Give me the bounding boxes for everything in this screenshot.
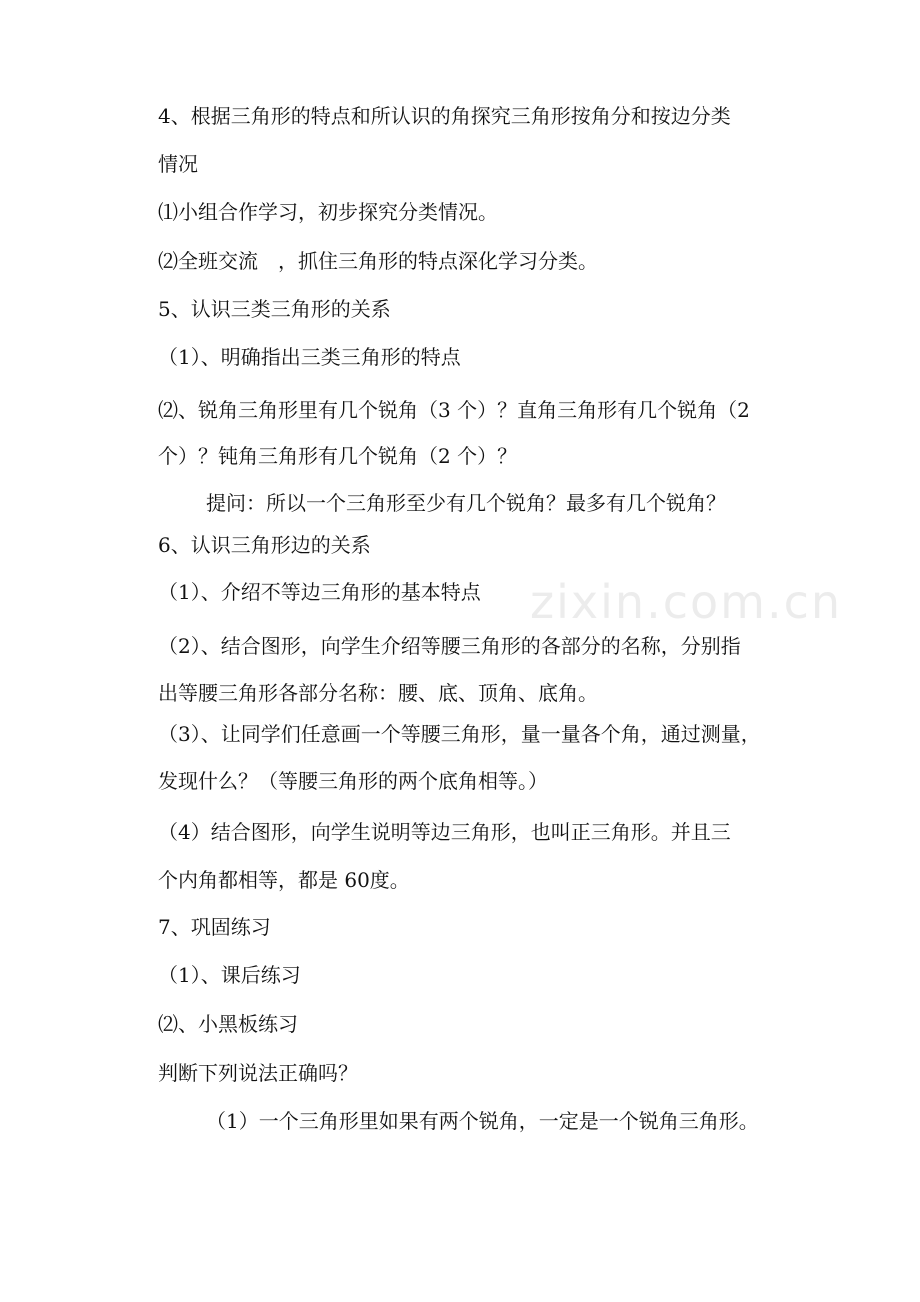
list-item: （1）、课后练习 xyxy=(158,963,301,987)
paragraph-line: 个内角都相等，都是 60度。 xyxy=(158,868,410,892)
list-item: （4）结合图形，向学生说明等边三角形，也叫正三角形。并且三 xyxy=(158,820,731,844)
list-item: ⑴小组合作学习，初步探究分类情况。 xyxy=(158,200,498,224)
exercise-item: （1）一个三角形里如果有两个锐角，一定是一个锐角三角形。 xyxy=(206,1109,759,1133)
section-heading-4: 4、根据三角形的特点和所认识的角探究三角形按角分和按边分类 xyxy=(158,104,731,128)
paragraph-line: 出等腰三角形各部分名称：腰、底、顶角、底角。 xyxy=(158,681,598,705)
list-item: ⑵、锐角三角形里有几个锐角（3 个）？直角三角形有几个锐角（2 xyxy=(158,398,750,422)
paragraph-line: 个）？钝角三角形有几个锐角（2 个）？ xyxy=(158,444,518,468)
list-item: （2）、结合图形，向学生介绍等腰三角形的各部分的名称，分别指 xyxy=(158,634,741,658)
paragraph-line: 发现什么？（等腰三角形的两个底角相等。） xyxy=(158,769,548,793)
paragraph-line: 情况 xyxy=(158,152,198,176)
list-item: （3）、让同学们任意画一个等腰三角形，量一量各个角，通过测量， xyxy=(158,722,761,746)
list-item: ⑵全班交流 ，抓住三角形的特点深化学习分类。 xyxy=(158,249,598,273)
list-item: （1）、明确指出三类三角形的特点 xyxy=(158,345,461,369)
list-item: ⑵、小黑板练习 xyxy=(158,1012,298,1036)
section-heading-7: 7、巩固练习 xyxy=(158,915,271,939)
list-item: （1）、介绍不等边三角形的基本特点 xyxy=(158,580,481,604)
section-heading-5: 5、认识三类三角形的关系 xyxy=(158,297,391,321)
paragraph-line: 判断下列说法正确吗？ xyxy=(158,1061,358,1085)
section-heading-6: 6、认识三角形边的关系 xyxy=(158,533,371,557)
watermark: zixin.com.cn xyxy=(530,575,843,629)
question-line: 提问：所以一个三角形至少有几个锐角？最多有几个锐角？ xyxy=(206,491,726,515)
